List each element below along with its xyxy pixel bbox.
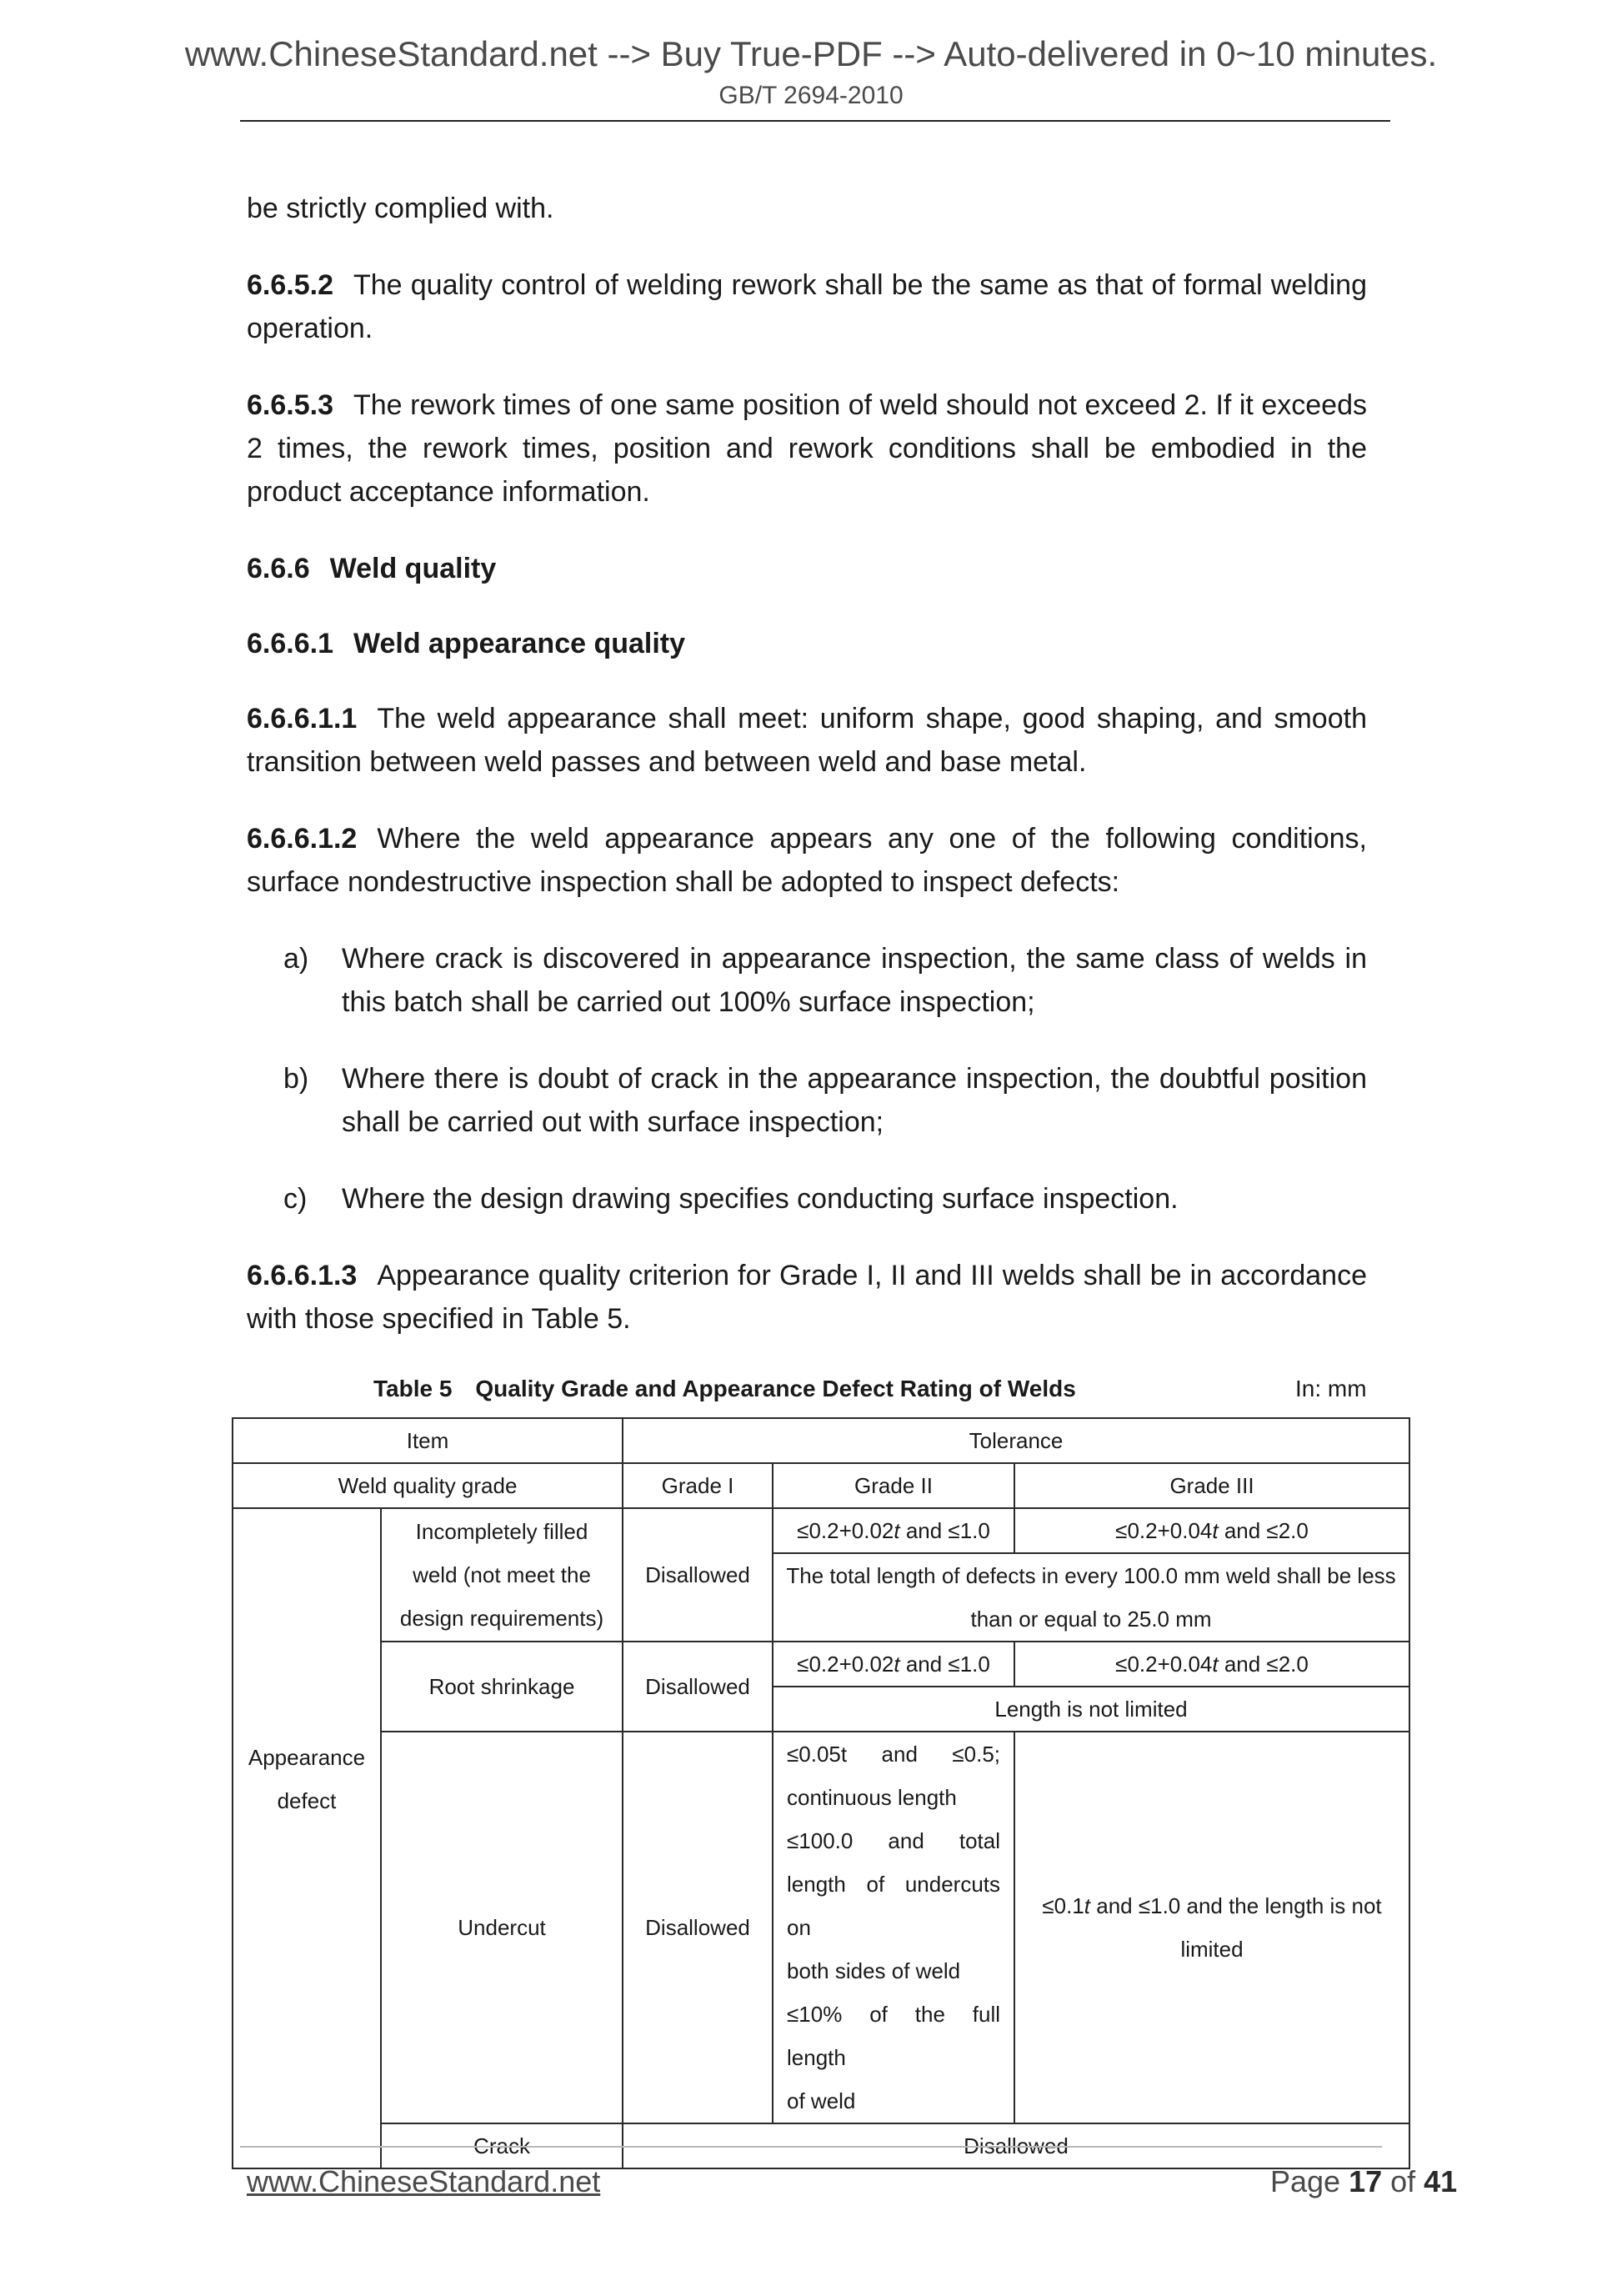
list-item-a bbox=[283, 937, 1367, 1024]
root-note: Length is not limited bbox=[773, 1687, 1409, 1732]
table-row bbox=[233, 1732, 1409, 2123]
clause-6-6-6-1-3 bbox=[247, 1254, 1367, 1341]
clause-number: 6.6.5.3 bbox=[247, 389, 333, 421]
incomplete-grade-1: Disallowed bbox=[623, 1508, 773, 1642]
header-tolerance: Tolerance bbox=[623, 1418, 1409, 1463]
clause-6-6-6-1-1 bbox=[247, 697, 1367, 784]
header-standard-code: GB/T 2694-2010 bbox=[718, 82, 904, 109]
incomplete-grade-2: ≤0.2+0.02t and ≤1.0 bbox=[773, 1508, 1014, 1553]
clause-text: Appearance quality criterion for Grade I, II and III welds shall be in accordance with those specified in Table 5. bbox=[247, 1260, 1367, 1335]
heading-title: Weld quality bbox=[329, 553, 497, 584]
clause-number: 6.6.5.2 bbox=[247, 269, 333, 301]
continuation-text: be strictly complied with. bbox=[247, 193, 554, 224]
header-grade-3: Grade III bbox=[1014, 1463, 1409, 1508]
table-grade-row bbox=[233, 1463, 1409, 1508]
table-unit: In: mm bbox=[1295, 1376, 1367, 1401]
footer-page-number: Page 17 of 41 bbox=[1270, 2164, 1458, 2198]
document-body bbox=[247, 187, 1367, 1374]
list-text: Where there is doubt of crack in the appearance inspection, the doubtful position shall be carried out with surface inspection; bbox=[342, 1063, 1367, 1138]
heading-number: 6.6.6 bbox=[247, 553, 310, 584]
clause-number: 6.6.6.1.3 bbox=[247, 1260, 358, 1291]
list-text: Where crack is discovered in appearance inspection, the same class of welds in this batch shall be carried out 100% surface inspection; bbox=[342, 943, 1367, 1018]
table-row bbox=[233, 1642, 1409, 1687]
clause-6-6-5-2 bbox=[247, 263, 1367, 350]
weld-quality-table bbox=[232, 1417, 1410, 2169]
footer-rule bbox=[240, 2146, 1382, 2148]
root-name: Root shrinkage bbox=[381, 1642, 623, 1732]
root-grade-2: ≤0.2+0.02t and ≤1.0 bbox=[773, 1642, 1014, 1687]
heading-number: 6.6.6.1 bbox=[247, 628, 333, 659]
root-grade-1: Disallowed bbox=[623, 1642, 773, 1732]
header-grade-2: Grade II bbox=[773, 1463, 1014, 1508]
undercut-name: Undercut bbox=[381, 1732, 623, 2123]
table-header-row bbox=[233, 1418, 1409, 1463]
list-item-c bbox=[283, 1177, 1367, 1221]
clause-6-6-5-3 bbox=[247, 384, 1367, 514]
clause-text: Where the weld appearance appears any one of the following conditions, surface nondestructive inspection shall be adopted to inspect defects: bbox=[247, 823, 1367, 898]
footer-site-link[interactable]: www.ChineseStandard.net bbox=[247, 2164, 601, 2198]
header-item: Item bbox=[233, 1418, 623, 1463]
list-marker: a) bbox=[283, 943, 309, 975]
clause-number: 6.6.6.1.1 bbox=[247, 703, 358, 734]
heading-6-6-6-1 bbox=[247, 622, 1367, 665]
clause-text: The rework times of one same position of weld should not exceed 2. If it exceeds 2 times, the rework times, position and rework conditions shall be embodied in the product acceptance information. bbox=[247, 389, 1367, 508]
appearance-defect-cell: Appearance defect bbox=[233, 1508, 381, 2168]
undercut-grade-3: ≤0.1t and ≤1.0 and the length is not limited bbox=[1014, 1732, 1409, 2123]
root-grade-3: ≤0.2+0.04t and ≤2.0 bbox=[1014, 1642, 1409, 1687]
header-rule bbox=[240, 120, 1390, 122]
incomplete-grade-3: ≤0.2+0.04t and ≤2.0 bbox=[1014, 1508, 1409, 1553]
table-caption: Table 5 Quality Grade and Appearance Defect Rating of Welds bbox=[373, 1376, 1076, 1401]
clause-number: 6.6.6.1.2 bbox=[247, 823, 358, 855]
heading-title: Weld appearance quality bbox=[353, 628, 686, 659]
incomplete-name: Incompletely filled weld (not meet the design requirements) bbox=[381, 1508, 623, 1642]
clause-6-6-6-1-2 bbox=[247, 817, 1367, 904]
crack-value: Disallowed bbox=[623, 2123, 1409, 2168]
header-weld-quality-grade: Weld quality grade bbox=[233, 1463, 623, 1508]
incomplete-note: The total length of defects in every 100.0 mm weld shall be less than or equal to 25.0 mm bbox=[773, 1553, 1409, 1642]
undercut-grade-1: Disallowed bbox=[623, 1732, 773, 2123]
clause-text: The weld appearance shall meet: uniform shape, good shaping, and smooth transition between weld passes and between weld and base metal. bbox=[247, 703, 1367, 778]
list-item-b bbox=[283, 1057, 1367, 1144]
list-text: Where the design drawing specifies conducting surface inspection. bbox=[342, 1183, 1179, 1215]
crack-name: Crack bbox=[381, 2123, 623, 2168]
list-marker: b) bbox=[283, 1063, 309, 1095]
list-marker: c) bbox=[283, 1183, 308, 1215]
table-row bbox=[233, 1508, 1409, 1553]
heading-6-6-6 bbox=[247, 547, 1367, 590]
clause-text: The quality control of welding rework shall be the same as that of formal welding operation. bbox=[247, 269, 1367, 344]
undercut-grade-2: ≤0.05t and ≤0.5; continuous length ≤100.0 and total length of undercuts on both sides of weld ≤10% of the full length of weld bbox=[773, 1732, 1014, 2123]
header-grade-1: Grade I bbox=[623, 1463, 773, 1508]
header-site-banner[interactable]: www.ChineseStandard.net --> Buy True-PDF --> Auto-delivered in 0~10 minutes. bbox=[184, 34, 1438, 73]
